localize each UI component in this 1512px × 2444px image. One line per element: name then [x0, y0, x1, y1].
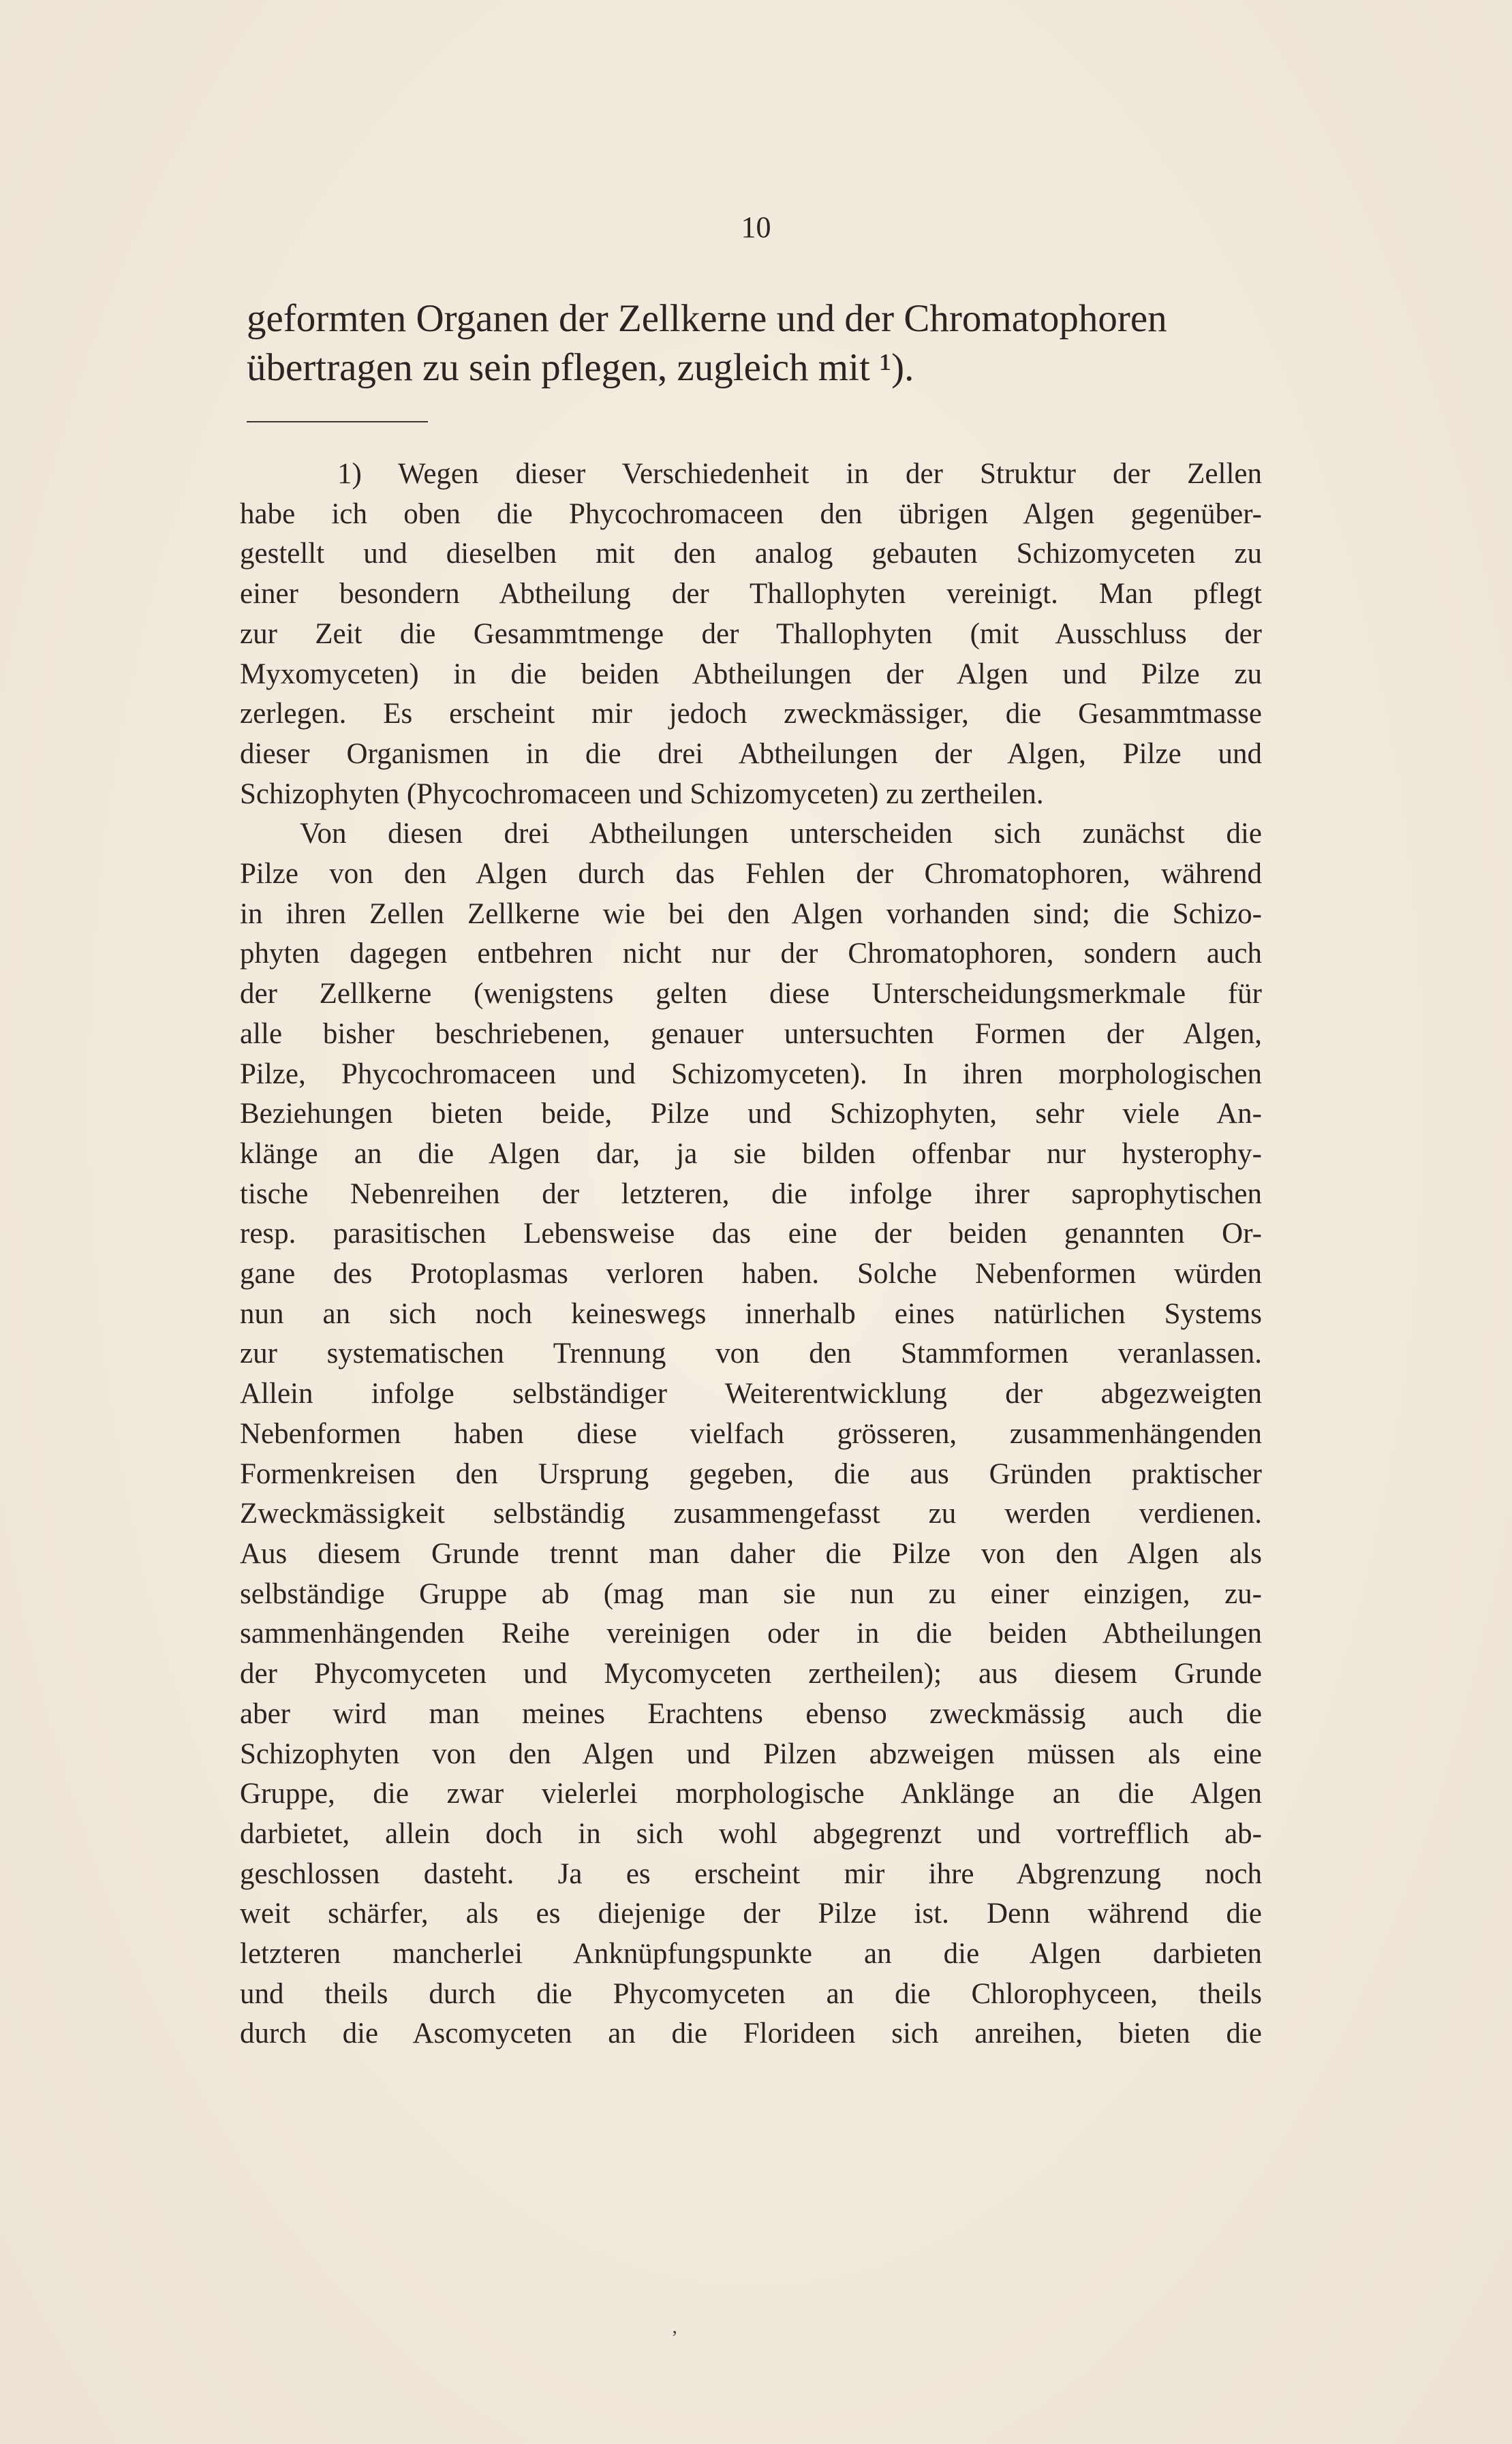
footnote-line: Formenkreisen den Ursprung gegeben, die aus Gründen praktischer [240, 1457, 1262, 1490]
footnote-line: zur Zeit die Gesammtmenge der Thallophyten (mit Ausschluss der [240, 617, 1262, 650]
footnote-line: Nebenformen haben diese vielfach grösseren, zusammenhängenden [240, 1417, 1262, 1450]
footnote-line: 1) Wegen dieser Verschiedenheit in der Struktur der Zellen [337, 458, 1262, 490]
footnote-line: Allein infolge selbständiger Weiterentwicklung der abgezweigten [240, 1378, 1262, 1410]
footnote-line: der Phycomyceten und Mycomyceten zertheilen); aus diesem Grunde [240, 1658, 1262, 1690]
footnote-line: weit schärfer, als es diejenige der Pilze ist. Denn während die [240, 1898, 1262, 1930]
footnote-divider [247, 421, 428, 422]
footnote-line: Pilze von den Algen durch das Fehlen der Chromatophoren, während [240, 858, 1262, 891]
footnote-line: Myxomyceten) in die beiden Abtheilungen der Algen und Pilze zu [240, 658, 1262, 690]
footnote-line: der Zellkerne (wenigstens gelten diese Unterscheidungsmerkmale für [240, 978, 1262, 1010]
footnote-line: Gruppe, die zwar vielerlei morphologische Anklänge an die Algen [240, 1778, 1262, 1810]
footnote-line: habe ich oben die Phycochromaceen den übrigen Algen gegenüber- [240, 497, 1262, 530]
footnote-line: tische Nebenreihen der letzteren, die infolge ihrer saprophytischen [240, 1177, 1262, 1210]
footnote-line: nun an sich noch keineswegs innerhalb eines natürlichen Systems [240, 1297, 1262, 1330]
footnote-line: klänge an die Algen dar, ja sie bilden offenbar nur hysterophy- [240, 1137, 1262, 1170]
footnote-line: letzteren mancherlei Anknüpfungspunkte an die Algen darbieten [240, 1938, 1262, 1970]
footnote-line: durch die Ascomyceten an die Florideen sich anreihen, bieten die [240, 2017, 1262, 2050]
footnote-line: selbständige Gruppe ab (mag man sie nun zu einer einzigen, zu- [240, 1577, 1262, 1610]
footnote-line: Aus diesem Grunde trennt man daher die Pilze von den Algen als [240, 1537, 1262, 1570]
main-text [247, 294, 1282, 392]
footnote-line: und theils durch die Phycomyceten an die Chlorophyceen, theils [240, 1977, 1262, 2010]
footnote-line: zerlegen. Es erscheint mir jedoch zweckmässiger, die Gesammtmasse [240, 698, 1262, 730]
footnote-line: sammenhängenden Reihe vereinigen oder in die beiden Abtheilungen [240, 1618, 1262, 1650]
footnote-line: Zweckmässigkeit selbständig zusammengefasst zu werden verdienen. [240, 1498, 1262, 1530]
ink-mark: ‚ [671, 2315, 678, 2338]
footnote-line: Schizophyten (Phycochromaceen und Schizomyceten) zu zertheilen. [240, 777, 1044, 810]
footnote-line: Beziehungen bieten beide, Pilze und Schizophyten, sehr viele An- [240, 1098, 1262, 1130]
footnote-line: Schizophyten von den Algen und Pilzen abzweigen müssen als eine [240, 1737, 1262, 1770]
footnote-line: resp. parasitischen Lebensweise das eine der beiden genannten Or- [240, 1218, 1262, 1250]
footnote-line: gestellt und dieselben mit den analog gebauten Schizomyceten zu [240, 538, 1262, 570]
page-number: 10 [741, 211, 771, 244]
footnote-line: in ihren Zellen Zellkerne wie bei den Algen vorhanden sind; die Schizo- [240, 897, 1262, 930]
main-line: geformten Organen der Zellkerne und der Chromatophoren [247, 297, 1167, 340]
footnote-line: Pilze, Phycochromaceen und Schizomyceten). In ihren morphologischen [240, 1057, 1262, 1090]
footnote-line: aber wird man meines Erachtens ebenso zweckmässig auch die [240, 1697, 1262, 1730]
footnote-line: geschlossen dasteht. Ja es erscheint mir ihre Abgrenzung noch [240, 1857, 1262, 1890]
footnote-line: zur systematischen Trennung von den Stammformen veranlassen. [240, 1337, 1262, 1370]
main-line: übertragen zu sein pflegen, zugleich mit ¹). [247, 346, 914, 389]
footnote-line: Von diesen drei Abtheilungen unterscheiden sich zunächst die [300, 818, 1262, 850]
footnote-line: gane des Protoplasmas verloren haben. Solche Nebenformen würden [240, 1258, 1262, 1290]
footnote-line: alle bisher beschriebenen, genauer untersuchten Formen der Algen, [240, 1017, 1262, 1050]
footnote-line: darbietet, allein doch in sich wohl abgegrenzt und vortrefflich ab- [240, 1817, 1262, 1850]
footnote [240, 454, 1262, 2054]
footnote-line: einer besondern Abtheilung der Thallophyten vereinigt. Man pflegt [240, 578, 1262, 610]
footnote-line: phyten dagegen entbehren nicht nur der Chromatophoren, sondern auch [240, 938, 1262, 970]
footnote-line: dieser Organismen in die drei Abtheilungen der Algen, Pilze und [240, 737, 1262, 770]
